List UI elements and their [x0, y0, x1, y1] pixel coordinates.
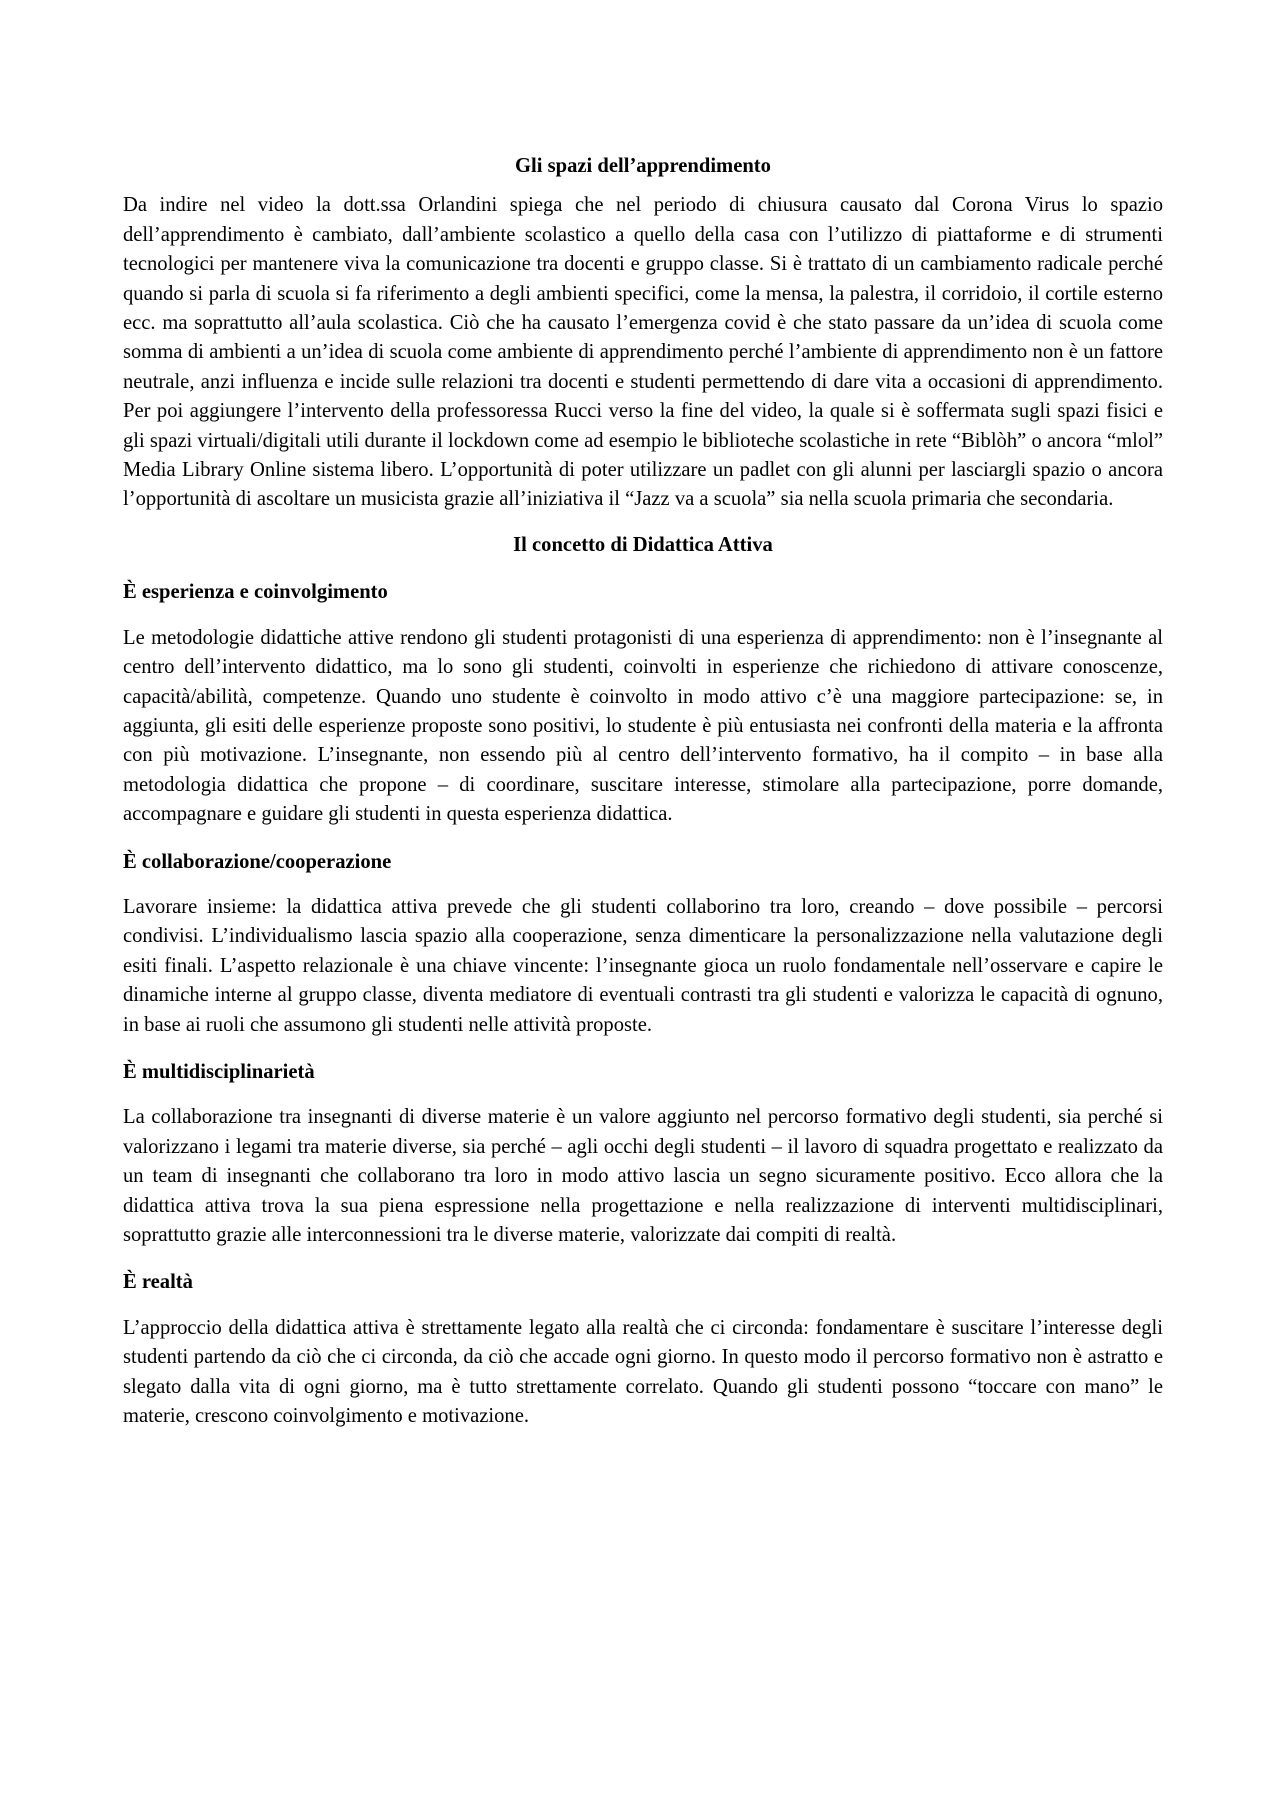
paragraph-collaborazione: Lavorare insieme: la didattica attiva prevede che gli studenti collaborino tra loro, creando – dove possibile – percorsi condivisi. L’individualismo lascia spazio alla cooperazione, senza dimenticare la personalizzazione nella valutazione degli esiti finali. L’aspetto relazionale è una chiave vincente: l’insegnante gioca un ruolo fondamentale nell’osservare e capire le dinamiche interne al gruppo classe, diventa mediatore di eventuali contrasti tra gli studenti e valorizza le capacità di ognuno, in base ai ruoli che assumono gli studenti nelle attività proposte.	[123, 895, 1163, 1036]
heading-collaborazione: È collaborazione/cooperazione	[123, 850, 392, 873]
paragraph-multidisciplinarieta: La collaborazione tra insegnanti di diverse materie è un valore aggiunto nel percorso formativo degli studenti, sia perché si valorizzano i legami tra materie diverse, sia perché – agli occhi degli studenti – il lavoro di squadra progettato e realizzato da un team di insegnanti che collaborano tra loro in modo attivo lascia un segno sicuramente positivo. Ecco allora che la didattica attiva trova la sua piena espressione nella progettazione e nella realizzazione di interventi multidisciplinari, soprattutto grazie alle interconnessioni tra le diverse materie, valorizzate dai compiti di realtà.	[123, 1106, 1163, 1246]
heading-esperienza: È esperienza e coinvolgimento	[123, 581, 388, 604]
paragraph-esperienza: Le metodologie didattiche attive rendono gli studenti protagonisti di una esperienza di apprendimento: non è l’insegnante al centro dell’intervento didattico, ma lo sono gli studenti, coinvolti in esperienze che richiedono di attivare conoscenze, capacità/abilità, competenze. Quando uno studente è coinvolto in modo attivo c’è una maggiore partecipazione: se, in aggiunta, gli esiti delle esperienze proposte sono positivi, lo studente è più entusiasta nei confronti della materia e la affronta con più motivazione. L’insegnante, non essendo più al centro dell’intervento formativo, ha il compito – in base alla metodologia didattica che propone – di coordinare, suscitare interesse, stimolare alla partecipazione, porre domande, accompagnare e guidare gli studenti in questa esperienza didattica.	[123, 626, 1163, 826]
document-title: Gli spazi dell’apprendimento	[515, 155, 771, 177]
section-title: Il concetto di Didattica Attiva	[513, 533, 773, 556]
paragraph-realta: L’approccio della didattica attiva è strettamente legato alla realtà che ci circonda: fondamentare è suscitare l’interesse degli studenti partendo da ciò che ci circonda, da ciò che accade ogni giorno. In questo modo il percorso formativo non è astratto e slegato dalla vita di ogni giorno, ma è tutto strettamente correlato. Quando gli studenti possono “toccare con mano” le materie, crescono coinvolgimento e motivazione.	[123, 1316, 1163, 1428]
heading-multidisciplinarieta: È multidisciplinarietà	[123, 1060, 315, 1083]
heading-realta: È realtà	[123, 1271, 193, 1294]
intro-paragraph: Da indire nel video la dott.ssa Orlandini spiega che nel periodo di chiusura causato dal Corona Virus lo spazio dell’apprendimento è cambiato, dall’ambiente scolastico a quello della casa con l’utilizzo di piattaforme e di strumenti tecnologici per mantenere viva la comunicazione tra docenti e gruppo classe. Si è trattato di un cambiamento radicale perché quando si parla di scuola si fa riferimento a degli ambienti specifici, come la mensa, la palestra, il corridoio, il cortile esterno ecc. ma soprattutto all’aula scolastica. Ciò che ha causato l’emergenza covid è che stato passare da un’idea di scuola come somma di ambienti a un’idea di scuola come ambiente di apprendimento perché l’ambiente di apprendimento non è un fattore neutrale, anzi influenza e incide sulle relazioni tra docenti e studenti permettendo di dare vita a occasioni di apprendimento. Per poi aggiungere l’intervento della professoressa Rucci verso la fine del video, la quale si è soffermata sugli spazi fisici e gli spazi virtuali/digitali utili durante il lockdown come ad esempio le biblioteche scolastiche in rete “Biblòh” o ancora “mlol” Media Library Online sistema libero. L’opportunità di poter utilizzare un padlet con gli alunni per lasciargli spazio o ancora l’opportunità di ascoltare un musicista grazie all’iniziativa il “Jazz va a scuola” sia nella scuola primaria che secondaria.	[123, 194, 1163, 511]
document-page	[123, 152, 1163, 1431]
